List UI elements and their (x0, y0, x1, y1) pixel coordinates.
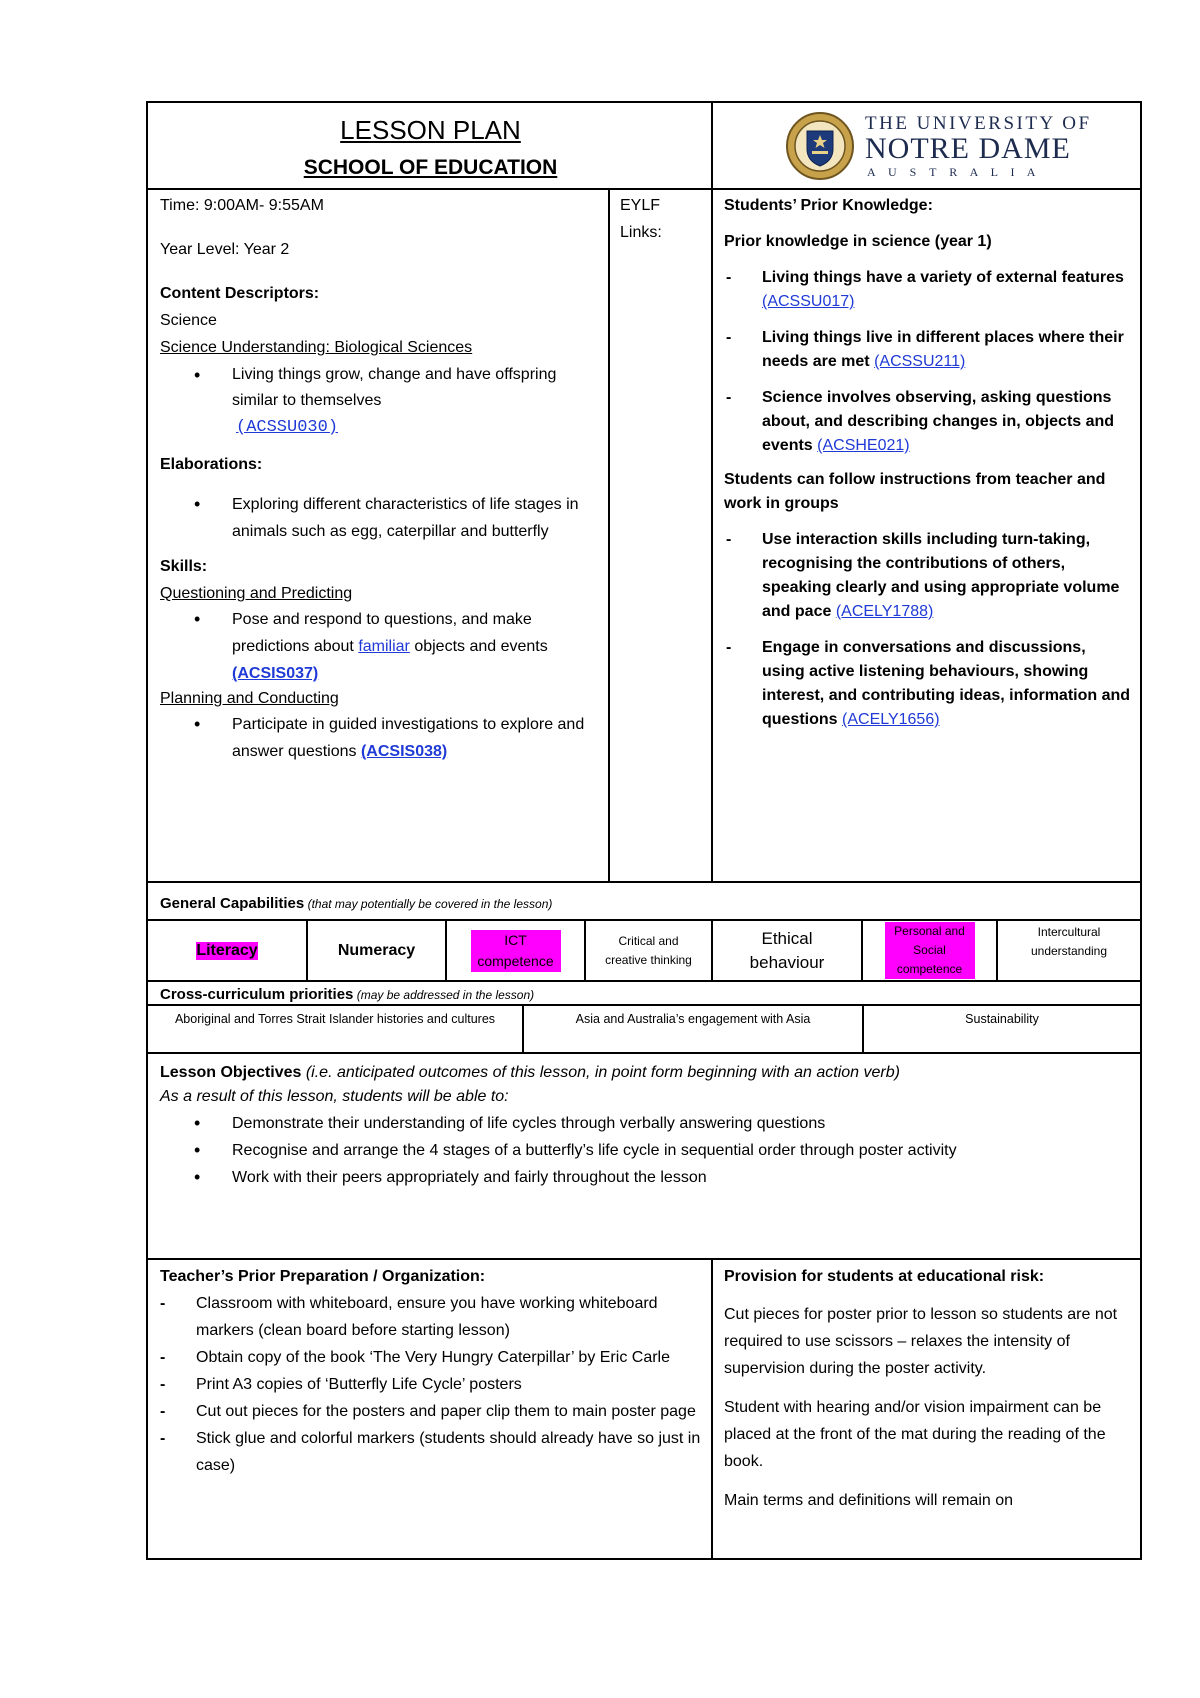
eylf-label: EYLF (620, 197, 661, 214)
objectives-list (160, 1110, 1130, 1191)
capability-ethical: Ethical behaviour (713, 921, 863, 980)
priority-asia: Asia and Australia’s engagement with Asia (524, 1006, 864, 1052)
general-capabilities-row (146, 919, 1142, 982)
general-capabilities-heading-cell (146, 881, 1142, 921)
capability-literacy: Literacy (148, 921, 308, 980)
university-seal-icon (785, 111, 855, 181)
skills-heading: Skills: (160, 558, 208, 575)
skill-1-heading: Questioning and Predicting (160, 585, 353, 602)
group-work-heading: Students can follow instructions from teacher and work in groups (724, 471, 1106, 512)
elaborations-list (160, 491, 600, 545)
prior-knowledge-heading: Students’ Prior Knowledge: (724, 197, 933, 214)
capability-critical-thinking: Critical and creative thinking (586, 921, 713, 980)
header-logo-cell (711, 101, 1142, 190)
lesson-time: Time: 9:00AM- 9:55AM (160, 197, 324, 214)
year-level: Year Level: Year 2 (160, 241, 290, 258)
skill-1-code-link[interactable]: (ACSIS037) (232, 665, 319, 682)
priority-sustainability: Sustainability (965, 1012, 1039, 1026)
list-item: • Work with their peers appropriately and fairly throughout the lesson (232, 1164, 1130, 1191)
capability-ict: ICT competence (447, 921, 586, 980)
list-item: • Demonstrate their understanding of life cycles through verbally answering questions (232, 1110, 1130, 1137)
eylf-cell (608, 188, 713, 883)
code-link[interactable]: (ACELY1656) (842, 711, 940, 728)
skill-2-list (160, 711, 600, 765)
science-prior-list (724, 266, 1132, 458)
list-item: - Living things have a variety of external features (ACSSU017) (762, 266, 1132, 314)
cross-curriculum-row (146, 1004, 1142, 1054)
descriptor-code-link[interactable]: (ACSSU030) (236, 418, 339, 437)
details-cell (146, 188, 610, 883)
page-subtitle: SCHOOL OF EDUCATION (303, 156, 558, 179)
subject-label: Science (160, 312, 217, 329)
list-item: - Stick glue and colorful markers (students should already have so just in case) (196, 1425, 705, 1479)
skill-2-code-link[interactable]: (ACSIS038) (360, 743, 448, 760)
list-item: • Pose and respond to questions, and make predictions about familiar objects and events (ACSIS037) (232, 606, 600, 687)
list-item: • Living things grow, change and have offspring similar to themselves (ACSSU030) (232, 362, 600, 441)
preparation-list (160, 1290, 705, 1479)
list-item: • Participate in guided investigations to explore and answer questions (ACSIS038) (232, 711, 600, 765)
code-link[interactable]: (ACSSU017) (762, 293, 855, 310)
list-item: - Science involves observing, asking questions about, and describing changes in, objects and events (ACSHE021) (762, 386, 1132, 458)
header-title-cell (146, 101, 713, 190)
general-capabilities-note: (that may potentially be covered in the lesson) (304, 897, 553, 911)
objectives-heading: Lesson Objectives (160, 1064, 302, 1081)
code-link[interactable]: (ACELY1788) (835, 603, 934, 620)
general-capabilities-heading: General Capabilities (160, 895, 305, 912)
cross-curriculum-note: (may be addressed in the lesson) (353, 988, 535, 1002)
content-descriptors-heading: Content Descriptors: (160, 285, 320, 302)
priority-aboriginal: Aboriginal and Torres Strait Islander histories and cultures (148, 1006, 524, 1052)
provision-paragraph: Cut pieces for poster prior to lesson so students are not required to use scissors – relaxes the intensity of supervision during the poster activity. (724, 1306, 1118, 1377)
objectives-intro: As a result of this lesson, students will be able to: (160, 1088, 509, 1105)
prior-knowledge-cell (711, 188, 1142, 883)
list-item: - Classroom with whiteboard, ensure you have working whiteboard markers (clean board before starting lesson) (196, 1290, 705, 1344)
eylf-links-label: Links: (620, 224, 662, 241)
elaborations-heading: Elaborations: (160, 456, 263, 473)
list-item: - Obtain copy of the book ‘The Very Hungry Caterpillar’ by Eric Carle (196, 1344, 705, 1371)
objectives-note: (i.e. anticipated outcomes of this lesson, in point form beginning with an action verb) (301, 1064, 900, 1081)
skill-2-heading: Planning and Conducting (160, 690, 339, 707)
strand-label: Science Understanding: Biological Sciences (160, 339, 473, 356)
cross-curriculum-heading-cell (146, 980, 1142, 1006)
list-item: • Exploring different characteristics of life stages in animals such as egg, caterpillar and butterfly (232, 491, 600, 545)
objectives-cell (146, 1052, 1142, 1260)
list-item: - Engage in conversations and discussions, using active listening behaviours, showing interest, and contributing ideas, information and questions (ACELY1656) (762, 636, 1132, 732)
code-link[interactable]: (ACSHE021) (817, 437, 910, 454)
list-item: - Use interaction skills including turn-taking, recognising the contributions of others, speaking clearly and using appropriate volume and pace (ACELY1788) (762, 528, 1132, 624)
capability-numeracy: Numeracy (308, 921, 447, 980)
provision-cell (711, 1258, 1142, 1560)
list-item: • Recognise and arrange the 4 stages of a butterfly’s life cycle in sequential order through poster activity (232, 1137, 1130, 1164)
code-link[interactable]: (ACSSU211) (874, 353, 966, 370)
preparation-heading: Teacher’s Prior Preparation / Organization: (160, 1268, 486, 1285)
provision-paragraph: Main terms and definitions will remain on (724, 1492, 1014, 1509)
cross-curriculum-heading: Cross-curriculum priorities (160, 986, 354, 1003)
group-work-list (724, 528, 1132, 732)
descriptor-list (160, 362, 600, 441)
capability-intercultural: Intercultural understanding (1030, 925, 1108, 958)
list-item: - Cut out pieces for the posters and paper clip them to main poster page (196, 1398, 705, 1425)
familiar-link[interactable]: familiar (358, 638, 410, 655)
logo-line-2: NOTRE DAME (865, 132, 1071, 165)
skill-1-list (160, 606, 600, 687)
capability-personal-social: Personal and Social competence (863, 921, 998, 980)
list-item: - Print A3 copies of ‘Butterfly Life Cycle’ posters (196, 1371, 705, 1398)
provision-heading: Provision for students at educational risk: (724, 1268, 1045, 1285)
logo-line-3: A U S T R A L I A (867, 165, 1041, 179)
provision-paragraph: Student with hearing and/or vision impairment can be placed at the front of the mat during the reading of the book. (724, 1399, 1106, 1470)
preparation-cell (146, 1258, 713, 1560)
list-item: - Living things live in different places where their needs are met (ACSSU211) (762, 326, 1132, 374)
page-title: LESSON PLAN (340, 115, 521, 145)
science-prior-heading: Prior knowledge in science (year 1) (724, 233, 992, 250)
logo-line-1: THE UNIVERSITY OF (865, 113, 1092, 134)
